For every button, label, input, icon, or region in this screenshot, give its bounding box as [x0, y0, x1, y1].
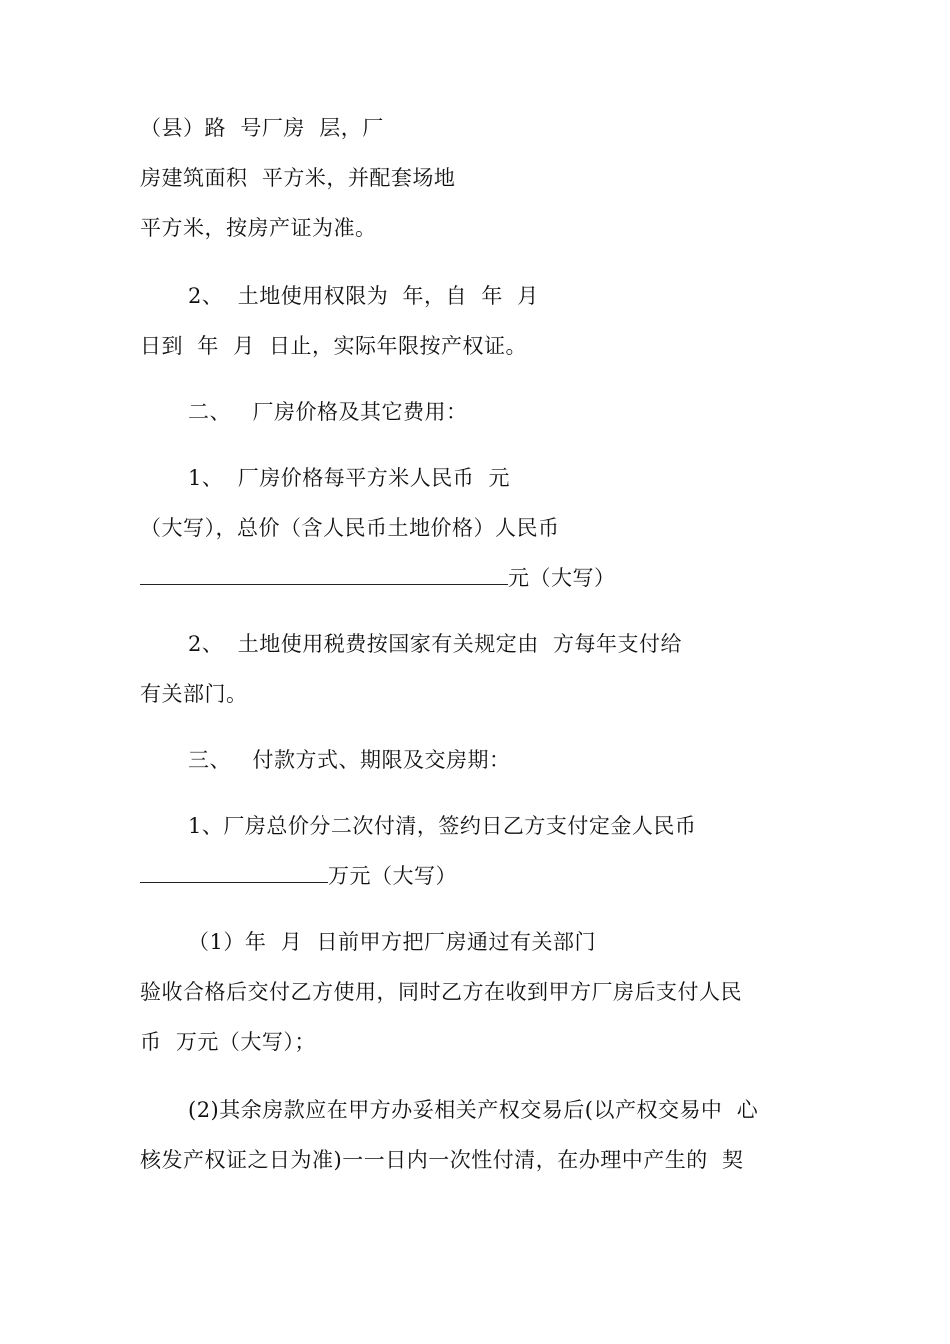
text-line-7: 1、 厂房价格每平方米人民币 元 [188, 466, 511, 490]
text-line-10: 2、 土地使用税费按国家有关规定由 方每年支付给 [188, 632, 683, 656]
text-line-14 [140, 862, 457, 890]
fill-blank-line [140, 564, 508, 585]
text-line-1: （县）路 号厂房 层，厂 [140, 116, 384, 140]
text-line-5: 日到 年 月 日止，实际年限按产权证。 [140, 334, 528, 358]
text-line-4: 2、 土地使用权限为 年，自 年 月 [188, 284, 539, 308]
text-line-17: 币 万元（大写）； [140, 1030, 316, 1054]
text-line-13: 1、厂房总价分二次付清，签约日乙方支付定金人民币 [188, 814, 697, 838]
section-heading-2: 二、 厂房价格及其它费用： [188, 400, 468, 424]
text-line-2: 房建筑面积 平方米，并配套场地 [140, 166, 456, 190]
text-line-11: 有关部门。 [140, 682, 248, 706]
text-line-14-text: 万元（大写） [328, 864, 457, 888]
text-line-19: 核发产权证之日为准)一一日内一次性付清，在办理中产生的 契 [140, 1148, 744, 1172]
text-line-8: （大写），总价（含人民币土地价格）人民币 [140, 516, 560, 540]
text-line-18: (2)其余房款应在甲方办妥相关产权交易后(以产权交易中 心 [188, 1098, 759, 1122]
text-line-3: 平方米，按房产证为准。 [140, 216, 377, 240]
text-line-15: （1）年 月 日前甲方把厂房通过有关部门 [188, 930, 597, 954]
fill-blank-line [140, 862, 328, 883]
text-line-9-text: 元（大写） [508, 566, 616, 590]
text-line-16: 验收合格后交付乙方使用，同时乙方在收到甲方厂房后支付人民 [140, 980, 742, 1004]
text-line-9 [140, 564, 616, 592]
section-heading-3: 三、 付款方式、期限及交房期： [188, 748, 511, 772]
